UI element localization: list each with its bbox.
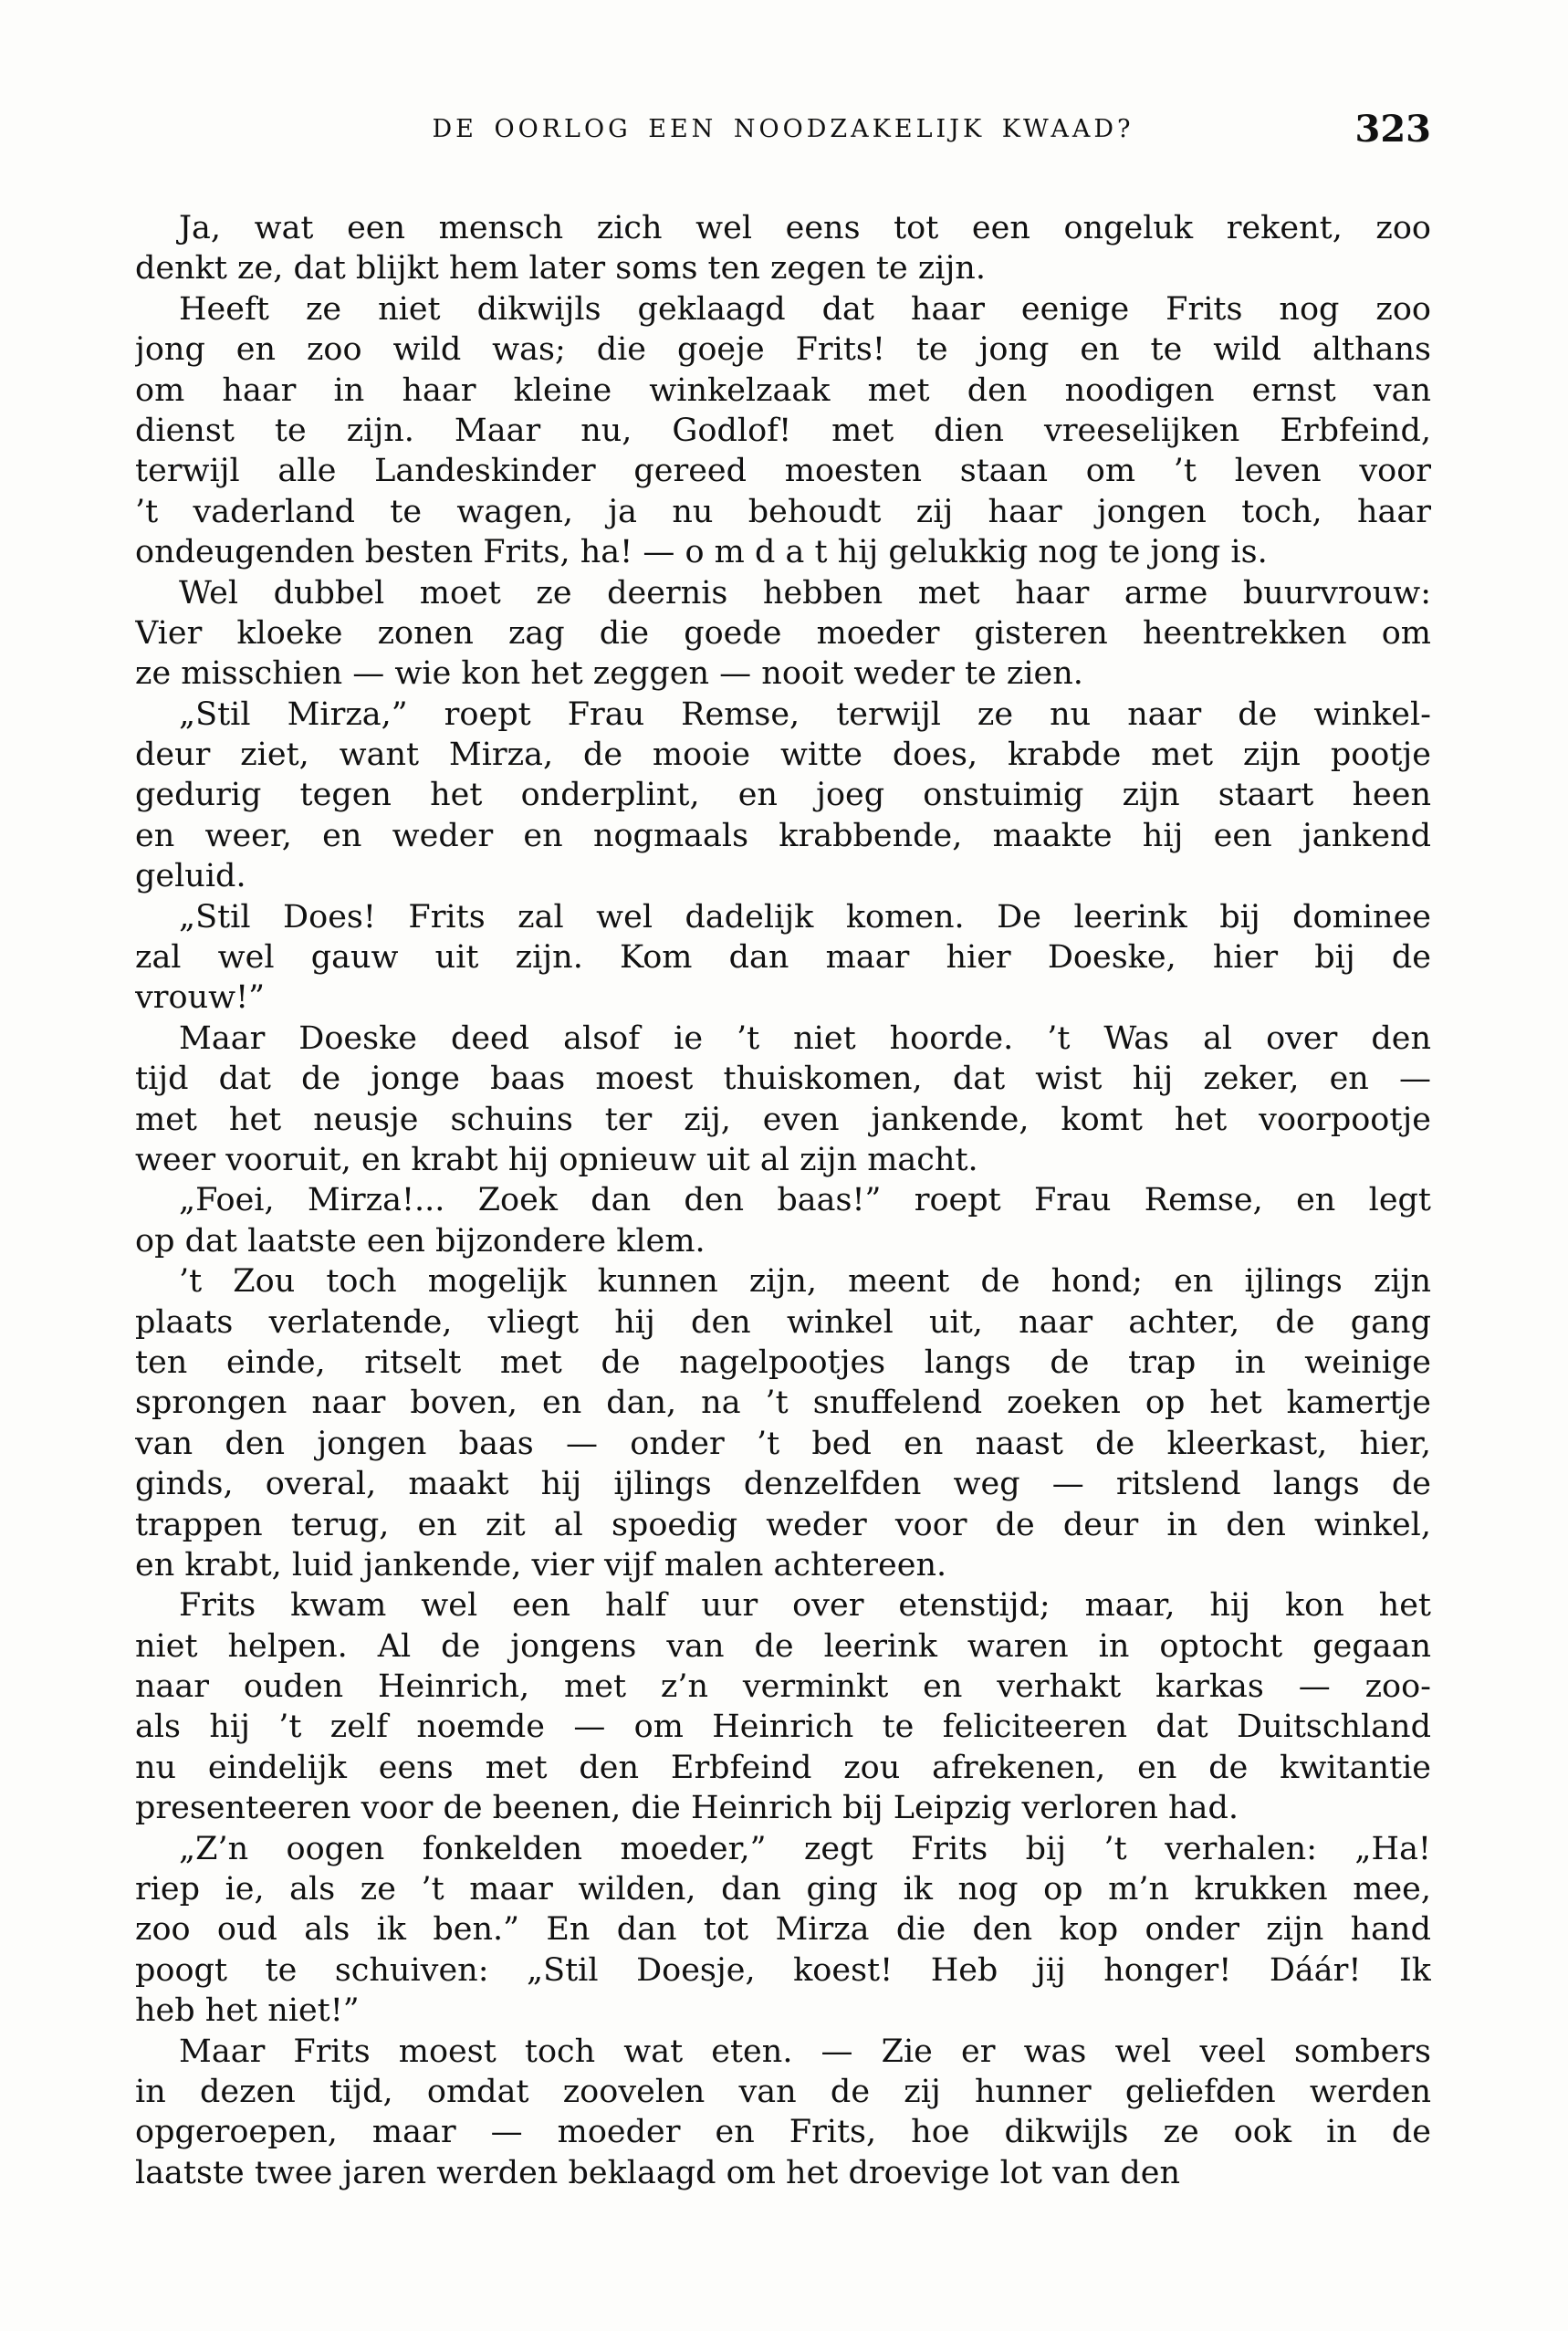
paragraph: [135, 289, 1431, 573]
text-line: opgeroepen, maar — moeder en Frits, hoe dikwijls ze ook in de: [135, 2114, 1431, 2151]
text-line: en weer, en weder en nogmaals krabbende, maakte hij een jankend: [135, 817, 1431, 854]
text-line: dienst te zijn. Maar nu, Godlof! met dien vreeselijken Erbfeind,: [135, 412, 1431, 449]
text-line: Wel dubbel moet ze deernis hebben met haar arme buurvrouw:: [179, 574, 1431, 611]
text-line: riep ie, als ze ’t maar wilden, dan ging ik nog op m’n krukken mee,: [135, 1871, 1431, 1908]
text-line: weer vooruit, en krabt hij opnieuw uit al zijn macht.: [135, 1141, 978, 1178]
paragraph: [135, 208, 1431, 289]
text-line: jong en zoo wild was; die goeje Frits! te jong en te wild althans: [135, 331, 1431, 369]
text-line: als hij ’t zelf noemde — om Heinrich te feliciteeren dat Duitschland: [135, 1709, 1431, 1746]
text-line: plaats verlatende, vliegt hij den winkel uit, naar achter, de gang: [135, 1303, 1431, 1341]
text-line: terwijl alle Landeskinder gereed moesten staan om ’t leven voor: [135, 453, 1431, 490]
text-line: Heeft ze niet dikwijls geklaagd dat haar eenige Frits nog zoo: [179, 290, 1431, 328]
text-line: van den jongen baas — onder ’t bed en naast de kleerkast, hier,: [135, 1425, 1431, 1462]
text-line: ’t Zou toch mogelijk kunnen zijn, meent de hond; en ijlings zijn: [179, 1263, 1431, 1301]
text-line: heb het niet!”: [135, 1992, 360, 2030]
body-text: [135, 208, 1431, 2193]
text-line: op dat laatste een bijzondere klem.: [135, 1222, 706, 1260]
text-line: presenteeren voor de beenen, die Heinrich bij Leipzig verloren had.: [135, 1790, 1239, 1827]
text-line: Ja, wat een mensch zich wel eens tot een ongeluk rekent, zoo: [179, 210, 1431, 246]
text-line: gedurig tegen het onderplint, en joeg onstuimig zijn staart heen: [135, 777, 1431, 814]
text-line: zal wel gauw uit zijn. Kom dan maar hier Doeske, hier bij de: [135, 939, 1431, 977]
text-line: geluid.: [135, 858, 246, 895]
text-line: ze misschien — wie kon het zeggen — nooit weder te zien.: [135, 655, 1083, 693]
paragraph: [135, 1829, 1431, 2032]
text-line: „Foei, Mirza!... Zoek dan den baas!” roept Frau Remse, en legt: [179, 1182, 1431, 1219]
text-line: poogt te schuiven: „Stil Doesje, koest! Heb jij honger! Dáár! Ik: [135, 1951, 1431, 1989]
text-line: „Stil Mirza,” roept Frau Remse, terwijl ze nu naar de winkel-: [179, 695, 1431, 733]
text-line: Maar Frits moest toch wat eten. — Zie er was wel veel sombers: [179, 2033, 1431, 2070]
text-line: ’t vaderland te wagen, ja nu behoudt zij haar jongen toch, haar: [135, 493, 1431, 530]
text-line: „Z’n oogen fonkelden moeder,” zegt Frits bij ’t verhalen: „Ha!: [179, 1830, 1431, 1867]
text-line: niet helpen. Al de jongens van de leerink waren in optocht gegaan: [135, 1627, 1431, 1665]
text-line: met het neusje schuins ter zij, even jankende, komt het voorpootje: [135, 1101, 1431, 1138]
text-line: om haar in haar kleine winkelzaak met den noodigen ernst van: [135, 371, 1431, 409]
text-line: Maar Doeske deed alsof ie ’t niet hoorde. ’t Was al over den: [179, 1019, 1431, 1057]
paragraph: [135, 2032, 1431, 2194]
paragraph: [135, 897, 1431, 1019]
text-line: naar ouden Heinrich, met z’n verminkt en verhakt karkas — zoo-: [135, 1668, 1431, 1706]
paragraph: [135, 573, 1431, 695]
text-line: zoo oud als ik ben.” En dan tot Mirza die den kop onder zijn hand: [135, 1911, 1431, 1949]
text-line: en krabt, luid jankende, vier vijf malen achtereen.: [135, 1546, 947, 1584]
paragraph: [135, 1261, 1431, 1585]
text-line: Vier kloeke zonen zag die goede moeder gisteren heentrekken om: [135, 614, 1431, 652]
text-line: ginds, overal, maakt hij ijlings denzelfden weg — ritslend langs de: [135, 1466, 1431, 1503]
text-line: sprongen naar boven, en dan, na ’t snuffelend zoeken op het kamertje: [135, 1385, 1431, 1422]
text-line: ten einde, ritselt met de nagelpootjes langs de trap in weinige: [135, 1343, 1431, 1381]
text-line: deur ziet, want Mirza, de mooie witte does, krabde met zijn pootje: [135, 737, 1431, 774]
paragraph: [135, 695, 1431, 897]
text-line: laatste twee jaren werden beklaagd om het droevige lot van den: [135, 2154, 1181, 2191]
text-line: Frits kwam wel een half uur over etenstijd; maar, hij kon het: [179, 1587, 1431, 1625]
text-line: vrouw!”: [135, 979, 266, 1017]
paragraph: [135, 1019, 1431, 1181]
text-line: in dezen tijd, omdat zoovelen van de zij hunner geliefden werden: [135, 2073, 1431, 2110]
running-head: [135, 108, 1431, 162]
text-line: denkt ze, dat blijkt hem later soms ten zegen te zijn.: [135, 250, 986, 287]
running-title: DE OORLOG EEN NOODZAKELIJK KWAAD?: [432, 115, 1134, 143]
text-line: trappen terug, en zit al spoedig weder voor de deur in den winkel,: [135, 1506, 1431, 1543]
page-number: 323: [1354, 108, 1431, 151]
text-line: tijd dat de jonge baas moest thuiskomen, dat wist hij zeker, en —: [135, 1061, 1431, 1098]
text-line: „Stil Does! Frits zal wel dadelijk komen. De leerink bij dominee: [179, 898, 1431, 936]
text-line: nu eindelijk eens met den Erbfeind zou afrekenen, en de kwitantie: [135, 1749, 1431, 1786]
paragraph: [135, 1585, 1431, 1828]
paragraph: [135, 1180, 1431, 1261]
text-line: ondeugenden besten Frits, ha! — o m d a t hij gelukkig nog te jong is.: [135, 534, 1268, 571]
